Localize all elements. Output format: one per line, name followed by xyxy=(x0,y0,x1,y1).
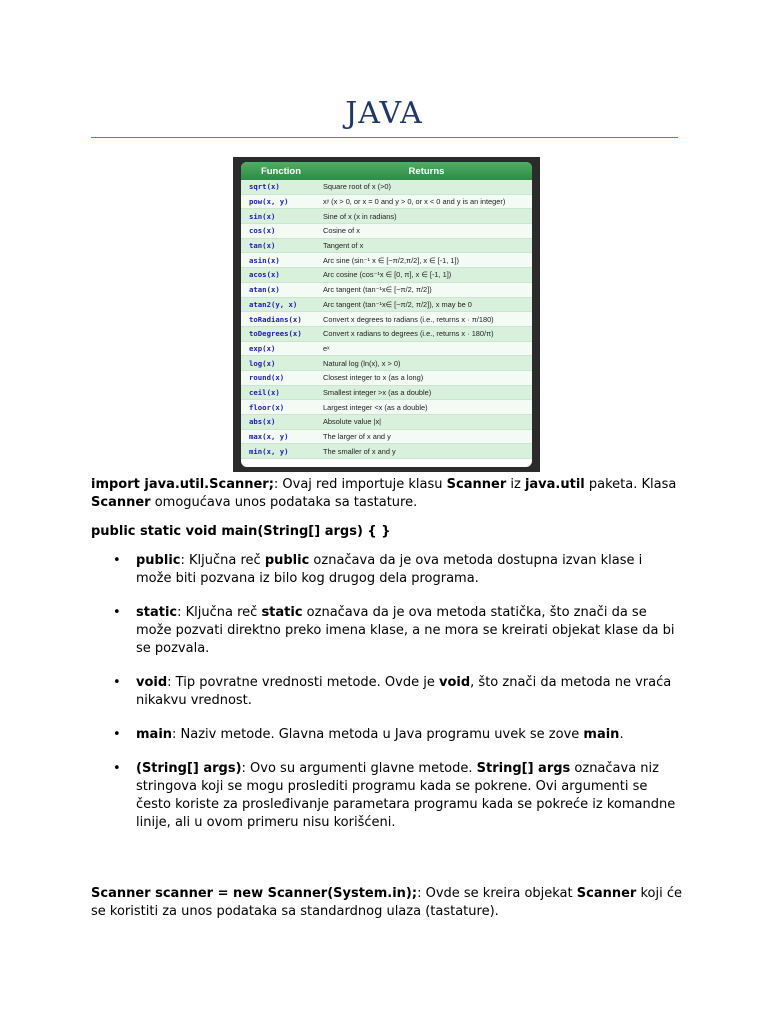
function-returns: Sine of x (x in radians) xyxy=(323,211,397,221)
item-text: : Tip povratne vrednosti metode. Ovde je xyxy=(167,675,439,690)
paragraph-scanner-object xyxy=(91,885,691,921)
table-row xyxy=(241,444,532,459)
keyword: main xyxy=(583,727,620,742)
keyword: public xyxy=(136,553,181,568)
function-returns: Tangent of x xyxy=(323,241,364,251)
function-returns: The larger of x and y xyxy=(323,432,391,442)
item-text: : Ključna reč xyxy=(180,553,265,568)
function-name: tan(x) xyxy=(249,241,276,251)
code-scanner: Scanner xyxy=(576,886,637,901)
keyword: public xyxy=(264,553,310,568)
function-name: acos(x) xyxy=(249,270,280,280)
function-returns: Smallest integer >x (as a double) xyxy=(323,387,432,397)
table-row xyxy=(241,342,532,357)
para-text: : Ovde se kreira objekat xyxy=(417,886,577,901)
functions-table xyxy=(241,162,532,467)
table-row xyxy=(241,209,532,224)
code-import: import java.util.Scanner; xyxy=(91,477,274,492)
para-text: iz xyxy=(506,477,525,492)
table-row xyxy=(241,298,532,313)
function-name: sqrt(x) xyxy=(249,182,280,192)
para-text: koji će se koristiti za unos podataka sa standardnog ulaza (tastature). xyxy=(91,886,683,919)
bullet-icon: • xyxy=(113,761,121,776)
function-name: round(x) xyxy=(249,373,285,383)
function-name: ceil(x) xyxy=(249,387,280,397)
function-returns: Arc tangent (tan⁻¹x∈ [−π/2, π/2]), x may be 0 xyxy=(323,299,472,309)
bullet-icon: • xyxy=(113,727,121,742)
keyword: String[] args xyxy=(476,761,571,776)
item-text: označava da je ova metoda dostupna izvan klase i može biti pozvana iz bilo kog drugog dela programa. xyxy=(136,553,643,586)
function-returns: Arc cosine (cos⁻¹x ∈ [0, π], x ∈ [-1, 1]) xyxy=(323,270,452,280)
list-item xyxy=(91,674,691,710)
list-item xyxy=(91,604,691,658)
code-java-util: java.util xyxy=(524,477,585,492)
function-name: max(x, y) xyxy=(249,432,289,442)
table-header xyxy=(241,162,532,180)
keyword: (String[] args) xyxy=(136,761,242,776)
para-text: paketa. Klasa xyxy=(584,477,677,492)
function-name: pow(x, y) xyxy=(249,197,289,207)
function-name: toRadians(x) xyxy=(249,314,302,324)
keyword: main xyxy=(136,727,173,742)
bullet-icon: • xyxy=(113,605,121,620)
code-main-signature: public static void main(String[] args) { } xyxy=(91,524,391,539)
header-returns: Returns xyxy=(408,165,445,177)
para-text: : Ovaj red importuje klasu xyxy=(273,477,447,492)
paragraph-main-signature xyxy=(91,523,691,541)
table-row xyxy=(241,224,532,239)
bullet-icon: • xyxy=(113,675,121,690)
item-text: označava da je ova metoda statička, što znači da se može pozvati direktno preko imena klase, a ne mora se kreirati objekat klase da bi se pozvala. xyxy=(136,605,675,656)
table-row xyxy=(241,312,532,327)
item-text: , što znači da metoda ne vraća nikakvu vrednost. xyxy=(136,675,672,708)
paragraph-import-scanner xyxy=(91,476,691,512)
function-name: sin(x) xyxy=(249,211,276,221)
code-scanner: Scanner xyxy=(91,495,151,510)
keyword: void xyxy=(439,675,471,690)
code-scanner: Scanner xyxy=(446,477,507,492)
table-row xyxy=(241,283,532,298)
function-returns: Arc sine (sin⁻¹ x ∈ [−π/2,π/2], x ∈ [-1, 1]) xyxy=(323,255,460,265)
function-returns: Cosine of x xyxy=(323,226,360,236)
item-text: . xyxy=(619,727,624,742)
table-row xyxy=(241,327,532,342)
function-returns: Square root of x (>0) xyxy=(323,182,391,192)
keyword-list xyxy=(91,552,691,848)
item-text: : Naziv metode. Glavna metoda u Java programu uvek se zove xyxy=(172,727,584,742)
function-returns: Convert x degrees to radians (i.e., returns x · π/180) xyxy=(323,314,494,324)
function-name: asin(x) xyxy=(249,255,280,265)
function-returns: Absolute value |x| xyxy=(323,417,382,427)
table-row xyxy=(241,195,532,210)
function-name: abs(x) xyxy=(249,417,276,427)
function-name: min(x, y) xyxy=(249,446,289,456)
function-returns: Natural log (ln(x), x > 0) xyxy=(323,358,401,368)
table-row xyxy=(241,430,532,445)
function-name: atan(x) xyxy=(249,285,280,295)
function-name: atan2(y, x) xyxy=(249,299,298,309)
function-name: cos(x) xyxy=(249,226,276,236)
function-returns: Closest integer to x (as a long) xyxy=(323,373,424,383)
table-row xyxy=(241,356,532,371)
keyword: static xyxy=(136,605,178,620)
function-returns: eˣ xyxy=(323,343,330,353)
page-title: JAVA xyxy=(345,96,423,131)
header-function: Function xyxy=(260,165,302,177)
code-scanner-new: Scanner scanner = new Scanner(System.in); xyxy=(91,886,418,901)
table-row xyxy=(241,253,532,268)
table-body xyxy=(241,180,532,459)
table-row xyxy=(241,180,532,195)
function-name: toDegrees(x) xyxy=(249,329,302,339)
function-returns: Convert x radians to degrees (i.e., returns x · 180/π) xyxy=(323,329,494,339)
function-name: log(x) xyxy=(249,358,276,368)
keyword: void xyxy=(136,675,168,690)
bullet-icon: • xyxy=(113,553,121,568)
item-text: : Ovo su argumenti glavne metode. xyxy=(241,761,477,776)
keyword: static xyxy=(261,605,303,620)
function-returns: Largest integer <x (as a double) xyxy=(323,402,428,412)
table-row xyxy=(241,400,532,415)
item-text: : Ključna reč xyxy=(177,605,262,620)
table-row xyxy=(241,415,532,430)
table-row xyxy=(241,268,532,283)
java-math-functions-table-image xyxy=(233,157,540,472)
para-text: omogućava unos podataka sa tastature. xyxy=(150,495,418,510)
function-returns: xʸ (x > 0, or x = 0 and y > 0, or x < 0 and y is an integer) xyxy=(323,197,506,207)
table-row xyxy=(241,371,532,386)
table-row xyxy=(241,386,532,401)
function-returns: Arc tangent (tan⁻¹x∈ [−π/2, π/2]) xyxy=(323,285,432,295)
list-item xyxy=(91,760,691,832)
item-text: označava niz stringova koji se mogu proslediti programu kada se pokrene. Ovi argumenti se često koriste za prosleđivanje parametara programu kada se pokreće iz komandne linije, ali u ovom primeru nisu korišćeni. xyxy=(136,761,676,830)
list-item xyxy=(91,552,691,588)
function-name: floor(x) xyxy=(249,402,285,412)
function-name: exp(x) xyxy=(249,343,276,353)
table-row xyxy=(241,239,532,254)
list-item xyxy=(91,726,691,744)
title-divider xyxy=(91,137,678,138)
function-returns: The smaller of x and y xyxy=(323,446,396,456)
